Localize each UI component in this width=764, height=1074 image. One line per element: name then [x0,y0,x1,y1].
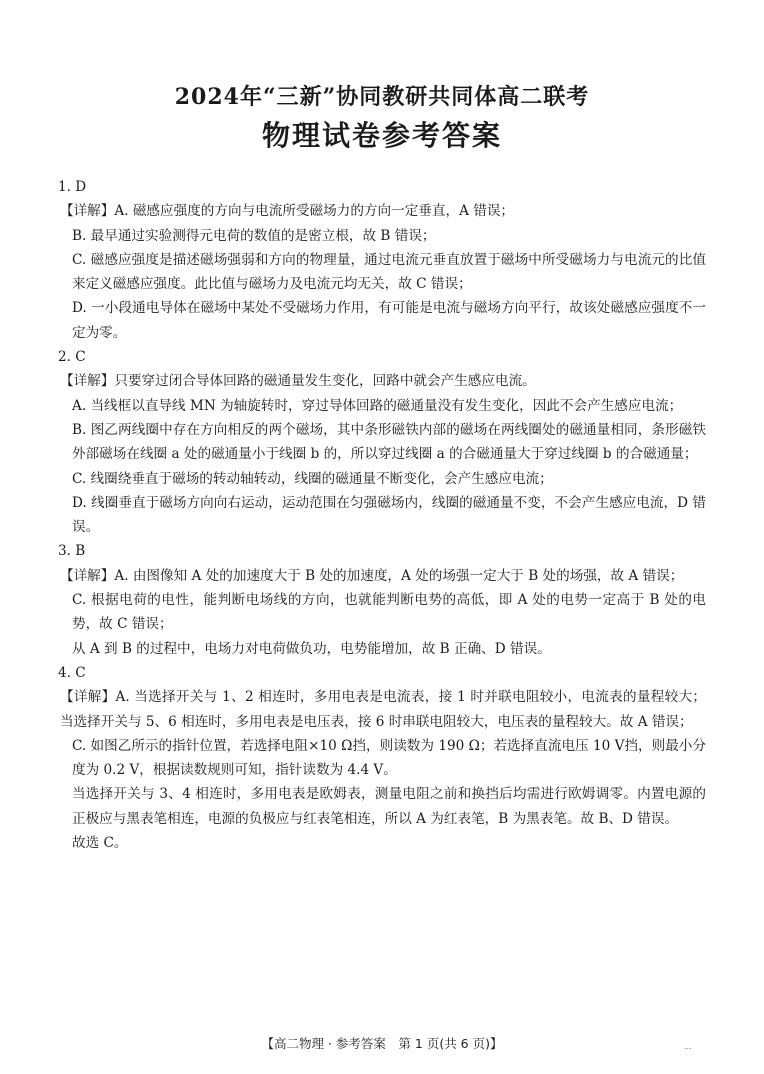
q4-conclusion: 故选 C。 [72,835,128,852]
q4-explanation-bd: 当选择开关与 3、4 相连时，多用电表是欧姆表，测量电阻之前和换挡后均需进行欧姆调零。内置电源的正极应与黑表笔相连，电源的负极应与红表笔相连，所以 A 为红表笔，B 为黑表笔。故 B、D 错误。 [72,786,706,827]
document-subtitle: 物理试卷参考答案 [261,119,502,152]
q3-explanation-a: 【详解】A. 由图像知 A 处的加速度大于 B 处的加速度，A 处的场强一定大于 B 处的场强，故 A 错误； [60,567,684,584]
q2-explanation-a: A. 当线框以直导线 MN 为轴旋转时，穿过导体回路的磁通量没有发生变化，因此不会产生感应电流； [72,397,683,414]
q2-explanation-d: D. 线圈垂直于磁场方向向右运动，运动范围在匀强磁场内，线圈的磁通量不变，不会产生感应电流，D 错误。 [72,494,706,536]
q3-explanation-c: C. 根据电荷的电性，能判断电场线的方向，也就能判断电势的高低，即 A 处的电势一定高于 B 处的电势，故 C 错误； [72,592,706,633]
question-number-3: 3. B [58,543,86,560]
answer-content [58,175,706,855]
q1-explanation-a: 【详解】A. 磁感应强度的方向与电流所受磁场力的方向一定垂直，A 错误； [60,203,515,220]
q4-explanation-a: 【详解】A. 当选择开关与 1、2 相连时，多用电表是电流表，接 1 时并联电阻较小，电流表的量程较大；当选择开关与 5、6 相连时，多用电表是电压表，接 6 时串联电阻较大，电压表的量程较大。故 A 错误； [60,689,706,730]
question-number-2: 2. C [58,349,86,366]
q1-explanation-b: B. 最早通过实验测得元电荷的数值的是密立根，故 B 错误； [72,227,436,244]
corner-mark: ... [684,1042,692,1051]
q1-explanation-d: D. 一小段通电导体在磁场中某处不受磁场力作用，有可能是电流与磁场方向平行，故该处磁感应强度不一定为零。 [72,300,706,341]
q3-explanation-bd: 从 A 到 B 的过程中，电场力对电荷做负功，电势能增加，故 B 正确、D 错误。 [72,640,551,657]
q2-explanation-c: C. 线圈绕垂直于磁场的转动轴转动，线圈的磁通量不断变化，会产生感应电流； [72,470,553,487]
question-number-1: 1. D [58,179,87,195]
question-number-4: 4. C [58,664,86,681]
q1-explanation-c: C. 磁感应强度是描述磁场强弱和方向的物理量，通过电流元垂直放置于磁场中所受磁场力与电流元的比值来定义磁感应强度。此比值与磁场力及电流元均无关，故 C 错误； [72,251,706,293]
q4-explanation-c: C. 如图乙所示的指针位置，若选择电阻×10 Ω挡，则读数为 190 Ω；若选择直流电压 10 V挡，则最小分度为 0.2 V，根据读数规则可知，指针读数为 4.4 V。 [72,737,706,779]
page-footer: 【高二物理 · 参考答案 第 1 页(共 6 页)】 [261,1036,503,1051]
document-title: 2024年“三新”协同教研共同体高二联考 [174,84,590,110]
q2-explanation-b: B. 图乙两线圈中存在方向相反的两个磁场，其中条形磁铁内部的磁场在两线圈处的磁通量相同，条形磁铁外部磁场在线圈 a 处的磁通量小于线圈 b 的，所以穿过线圈 a 的合磁通量大于穿过线圈 b 的合磁通量； [72,421,706,463]
q2-explanation-intro: 【详解】只要穿过闭合导体回路的磁通量发生变化，回路中就会产生感应电流。 [60,373,536,390]
